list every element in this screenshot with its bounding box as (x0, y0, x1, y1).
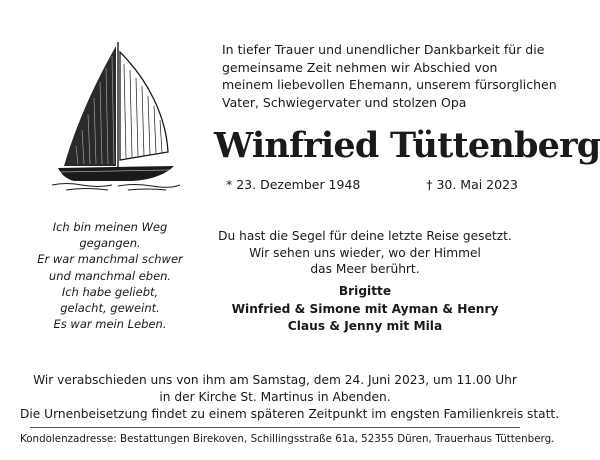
sailboat-illustration-icon (52, 40, 180, 192)
family-line: Winfried & Simone mit Ayman & Henry (231, 301, 499, 316)
verse-line: Wir sehen uns wieder, wo der Himmel (249, 245, 481, 260)
service-info (20, 372, 560, 422)
poem-line: Ich bin meinen Weg (52, 220, 168, 234)
poem-line: Er war manchmal schwer (37, 252, 183, 267)
poem-line: Es war mein Leben. (53, 317, 167, 332)
condolence-address: Kondolenzadresse: Bestattungen Birekoven, Schillingsstraße 61a, 52355 Düren, Trauerhaus Tüttenberg. (20, 433, 555, 445)
intro-line: meinem liebevollen Ehemann, unserem fürsorglichen (222, 77, 557, 92)
poem-line: gelacht, geweint. (60, 301, 160, 316)
verse-line: das Meer berührt. (310, 262, 420, 276)
death-date: † 30. Mai 2023 (426, 177, 518, 192)
verse (210, 228, 520, 278)
birth-date: * 23. Dezember 1948 (226, 177, 361, 192)
intro-line: Vater, Schwiegervater und stolzen Opa (222, 94, 467, 110)
deceased-name: Winfried Tüttenberg (214, 125, 600, 166)
intro-text (222, 41, 557, 111)
family-line: Claus & Jenny mit Mila (287, 319, 443, 333)
family-line: Brigitte (338, 284, 392, 298)
poem-line: Ich habe geliebt, (61, 284, 159, 299)
poem-line: und manchmal eben. (48, 268, 172, 283)
intro-line: In tiefer Trauer und unendlicher Dankbarkeit für die (222, 42, 545, 57)
intro-line: gemeinsame Zeit nehmen wir Abschied von (222, 59, 498, 75)
family-members (210, 283, 520, 336)
service-line: Die Urnenbeisetzung findet zu einem späteren Zeitpunkt im engsten Familienkreis statt. (20, 406, 560, 421)
poem (30, 219, 190, 332)
divider (30, 427, 520, 428)
poem-line: gegangen. (79, 236, 141, 251)
verse-line: Du hast die Segel für deine letzte Reise gesetzt. (218, 229, 512, 243)
service-line: Wir verabschieden uns von ihm am Samstag, dem 24. Juni 2023, um 11.00 Uhr (33, 373, 517, 387)
service-line: in der Kirche St. Martinus in Abenden. (159, 389, 391, 404)
